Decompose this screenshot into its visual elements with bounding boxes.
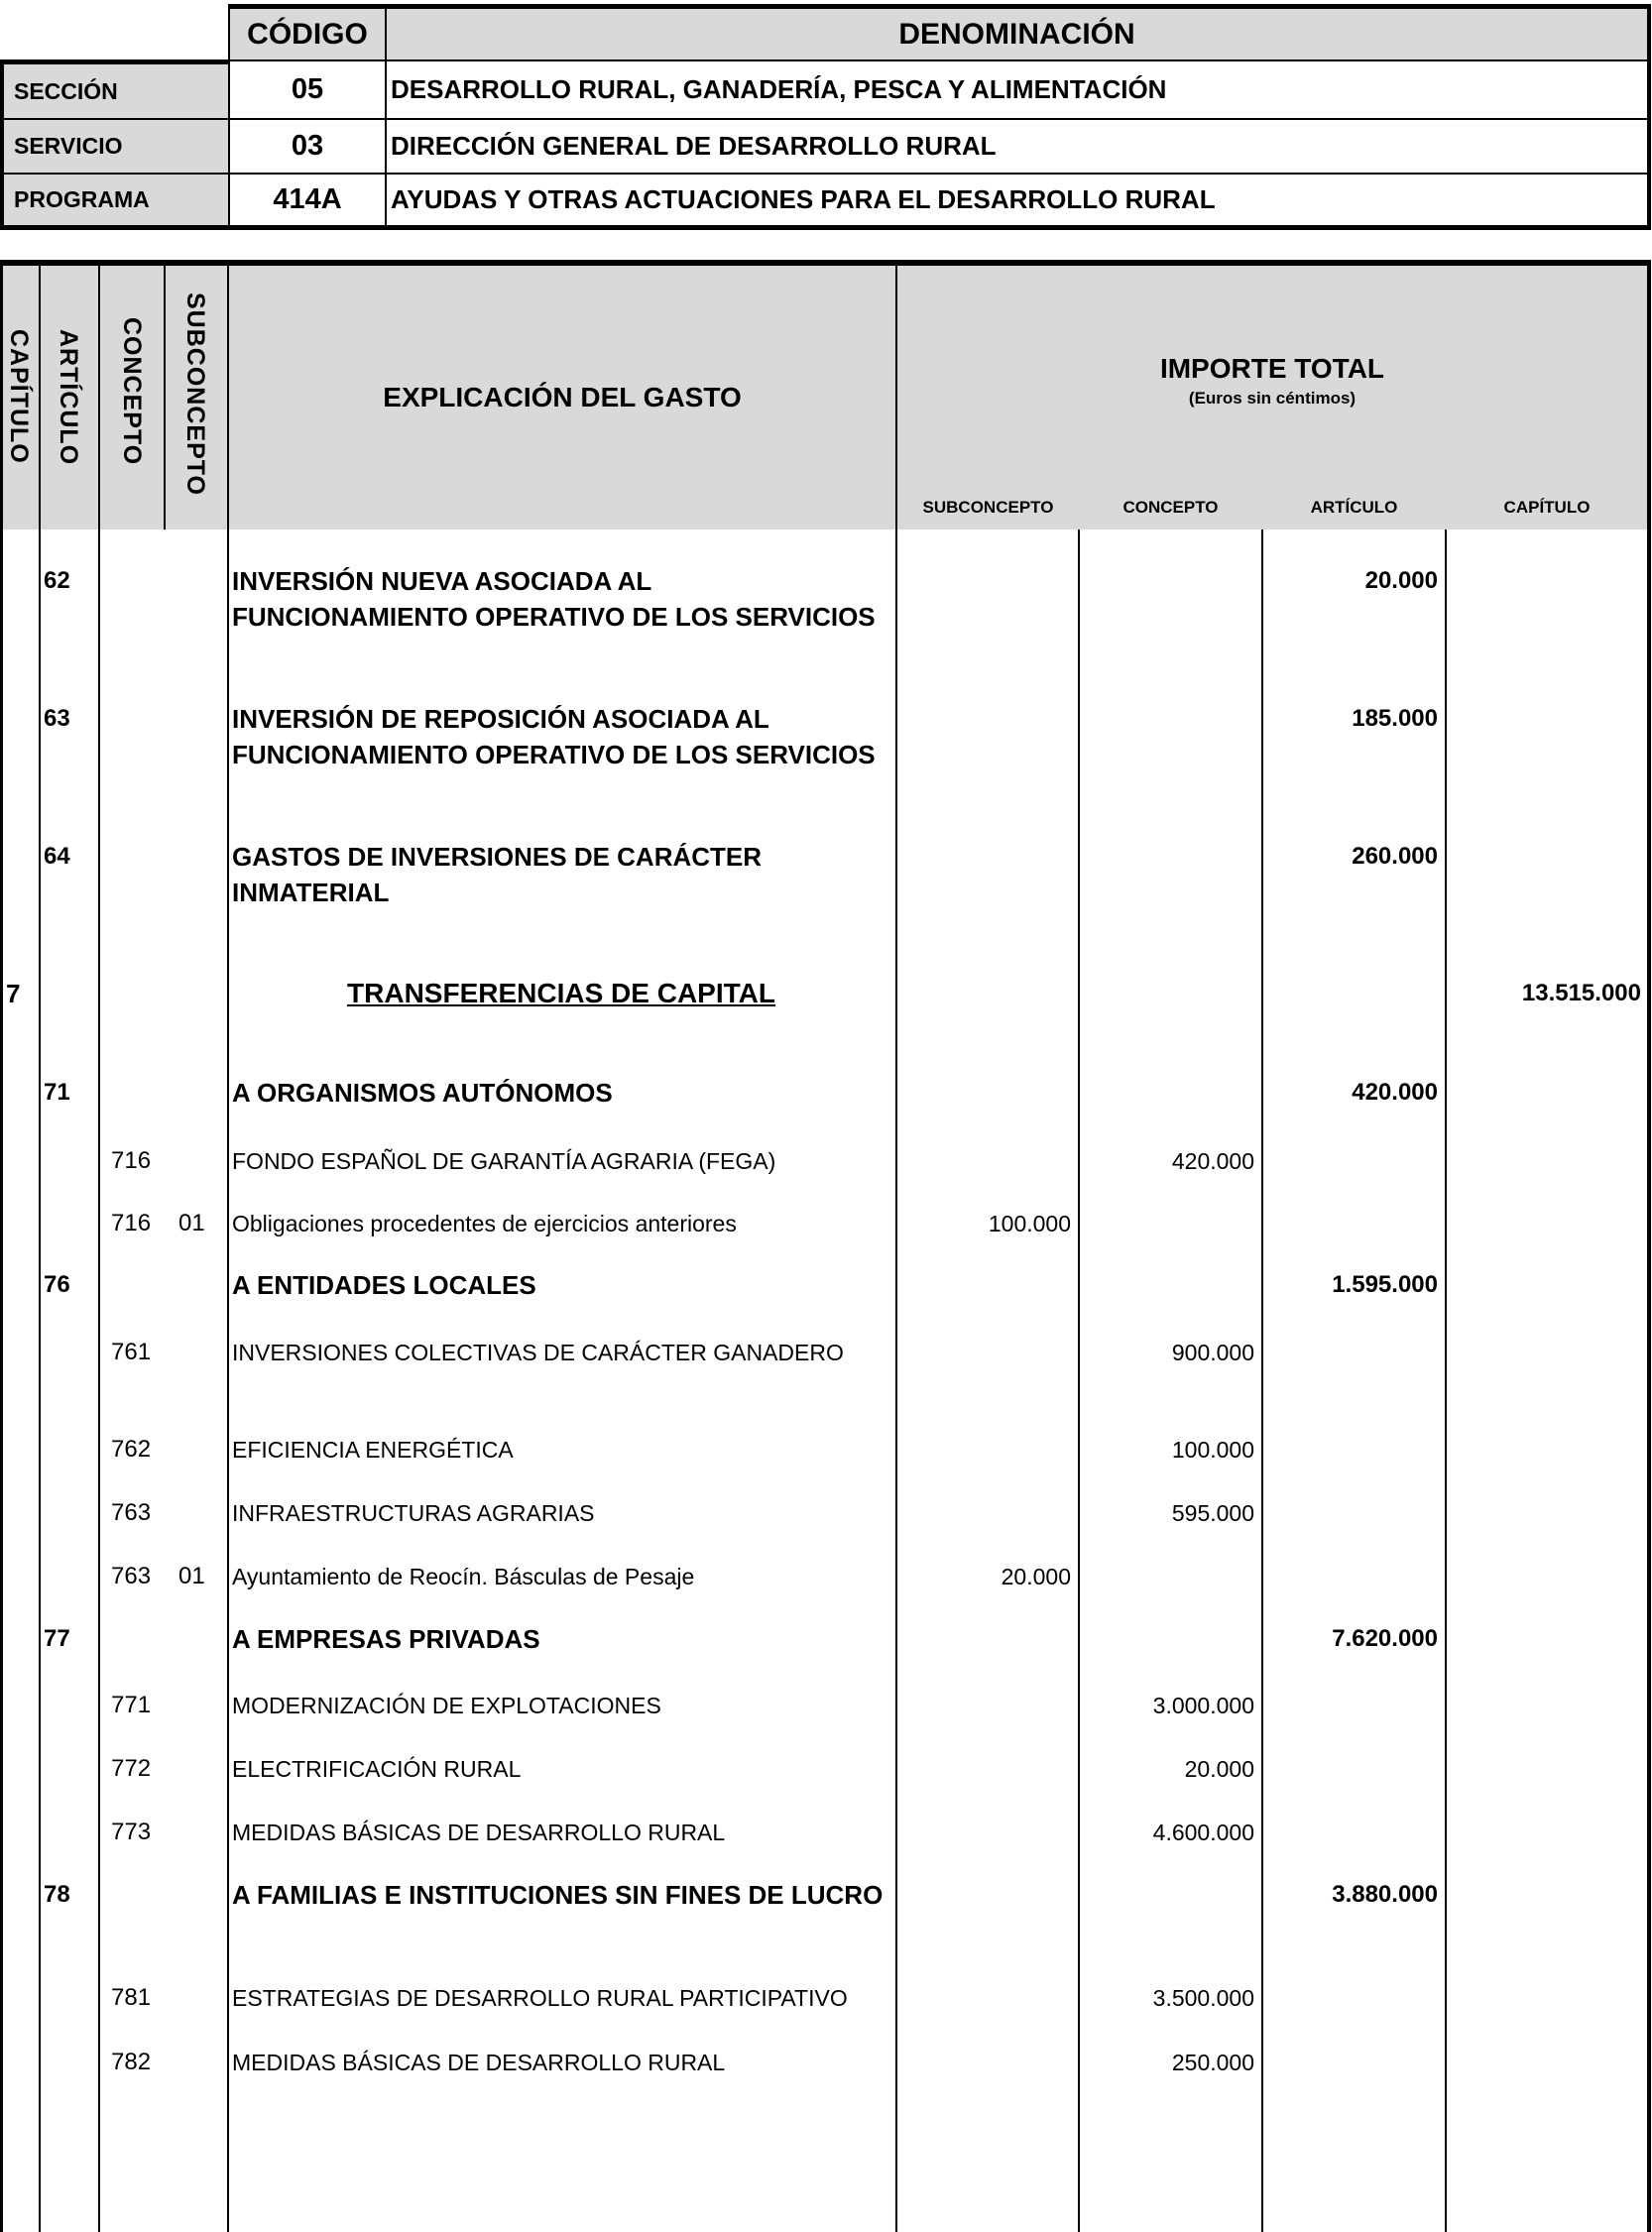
cell-amt-subconcepto: 100.000 [988,1211,1071,1236]
cell-amt-articulo: 7.620.000 [1332,1625,1438,1652]
cell-articulo: 77 [44,1625,70,1652]
cell-concepto: 716 [111,1210,152,1236]
cell-text: EFICIENCIA ENERGÉTICA [232,1437,514,1463]
header-articulo: ARTÍCULO [55,329,82,466]
label-servicio: SERVICIO [0,118,230,175]
cell-text: Obligaciones procedentes de ejercicios anteriores [232,1211,737,1236]
cell-text: A EMPRESAS PRIVADAS [232,1624,540,1654]
label-seccion: SECCIÓN [0,59,230,120]
header-capitulo: CAPÍTULO [5,329,33,464]
cell-amt-articulo: 1.595.000 [1332,1271,1438,1298]
cell-amt-concepto: 250.000 [1171,2050,1254,2075]
divider-explicacion [895,260,897,2232]
name-programa: AYUDAS Y OTRAS ACTUACIONES PARA EL DESARROLLO RURAL [385,173,1651,230]
cell-text: ELECTRIFICACIÓN RURAL [232,1756,522,1782]
cell-concepto: 782 [111,2049,152,2075]
header-explicacion: EXPLICACIÓN DEL GASTO [383,382,742,412]
cell-concepto: 781 [111,1984,152,2011]
label-programa: PROGRAMA [0,173,230,230]
cell-articulo: 62 [44,567,70,594]
cell-text: Ayuntamiento de Reocín. Básculas de Pesaje [232,1564,695,1589]
cell-articulo: 71 [44,1079,70,1106]
cell-amt-concepto: 900.000 [1171,1340,1254,1365]
cell-text: MEDIDAS BÁSICAS DE DESARROLLO RURAL [232,1820,726,1845]
cell-concepto: 761 [111,1339,152,1365]
cell-amt-concepto: 420.000 [1171,1148,1254,1174]
cell-articulo: 63 [44,705,70,732]
cell-concepto: 772 [111,1755,152,1782]
header-amt-capitulo: CAPÍTULO [1503,498,1591,517]
header-codigo: CÓDIGO [228,4,387,61]
right-border [1647,260,1651,2232]
cell-concepto: 773 [111,1819,152,1845]
cell-text: MEDIDAS BÁSICAS DE DESARROLLO RURAL [232,2050,726,2075]
cell-text: INVERSIÓN NUEVA ASOCIADA AL FUNCIONAMIENTO OPERATIVO DE LOS SERVICIOS [232,566,876,632]
cell-text: FONDO ESPAÑOL DE GARANTÍA AGRARIA (FEGA) [232,1148,776,1174]
name-servicio: DIRECCIÓN GENERAL DE DESARROLLO RURAL [385,118,1651,175]
cell-text: MODERNIZACIÓN DE EXPLOTACIONES [232,1693,661,1718]
header-amt-articulo: ARTÍCULO [1310,498,1398,517]
divider-capitulo [39,260,41,2232]
code-servicio: 03 [228,118,387,175]
cell-concepto: 763 [111,1499,152,1526]
header-denominacion: DENOMINACIÓN [385,4,1651,61]
header-concepto: CONCEPTO [118,317,146,466]
cell-text: GASTOS DE INVERSIONES DE CARÁCTER INMATERIAL [232,842,763,907]
name-seccion: DESARROLLO RURAL, GANADERÍA, PESCA Y ALIMENTACIÓN [385,59,1651,120]
cell-amt-concepto: 595.000 [1171,1500,1254,1526]
divider-amt-subconcepto [1078,529,1080,2232]
cell-subconcepto: 01 [178,1210,205,1236]
cell-amt-concepto: 3.000.000 [1152,1693,1254,1718]
divider-subconcepto [227,260,229,2232]
cell-concepto: 716 [111,1147,152,1174]
divider-concepto [164,260,166,529]
header-amt-concepto: CONCEPTO [1122,498,1219,517]
cell-text: TRANSFERENCIAS DE CAPITAL [347,978,775,1008]
divider-amt-articulo [1445,529,1447,2232]
cell-amt-concepto: 100.000 [1171,1437,1254,1463]
cell-amt-articulo: 185.000 [1352,705,1438,732]
cell-concepto: 771 [111,1692,152,1718]
header-subconcepto: SUBCONCEPTO [181,293,209,497]
cell-text: INVERSIÓN DE REPOSICIÓN ASOCIADA AL FUNCIONAMIENTO OPERATIVO DE LOS SERVICIOS [232,704,876,769]
cell-amt-subconcepto: 20.000 [1001,1564,1071,1589]
cell-text: ESTRATEGIAS DE DESARROLLO RURAL PARTICIPATIVO [232,1985,848,2011]
cell-text: INFRAESTRUCTURAS AGRARIAS [232,1500,595,1526]
divider-amt-concepto [1261,529,1263,2232]
cell-text: A ORGANISMOS AUTÓNOMOS [232,1078,613,1108]
header-importe-total: IMPORTE TOTAL [1159,353,1385,384]
cell-amt-articulo: 420.000 [1352,1079,1438,1106]
code-seccion: 05 [228,59,387,120]
cell-articulo: 76 [44,1271,70,1298]
cell-concepto: 763 [111,1563,152,1589]
header-amt-subconcepto: SUBCONCEPTO [922,498,1054,517]
cell-amt-concepto: 4.600.000 [1152,1820,1254,1845]
cell-amt-concepto: 3.500.000 [1152,1985,1254,2011]
cell-capitulo: 7 [6,979,21,1008]
cell-text: INVERSIONES COLECTIVAS DE CARÁCTER GANADERO [232,1340,844,1365]
left-border [0,260,3,2232]
code-programa: 414A [228,173,387,230]
header-importe-note: (Euros sin céntimos) [1188,389,1357,408]
cell-amt-articulo: 3.880.000 [1332,1881,1438,1908]
cell-concepto: 762 [111,1436,152,1463]
cell-text: A FAMILIAS E INSTITUCIONES SIN FINES DE LUCRO [232,1880,884,1910]
cell-articulo: 64 [44,843,70,870]
cell-amt-concepto: 20.000 [1184,1756,1254,1782]
cell-articulo: 78 [44,1881,70,1908]
divider-articulo [98,260,100,2232]
cell-amt-capitulo: 13.515.000 [1521,980,1641,1006]
cell-amt-articulo: 20.000 [1364,567,1438,594]
cell-subconcepto: 01 [178,1563,205,1589]
cell-amt-articulo: 260.000 [1352,843,1438,870]
cell-text: A ENTIDADES LOCALES [232,1270,536,1300]
